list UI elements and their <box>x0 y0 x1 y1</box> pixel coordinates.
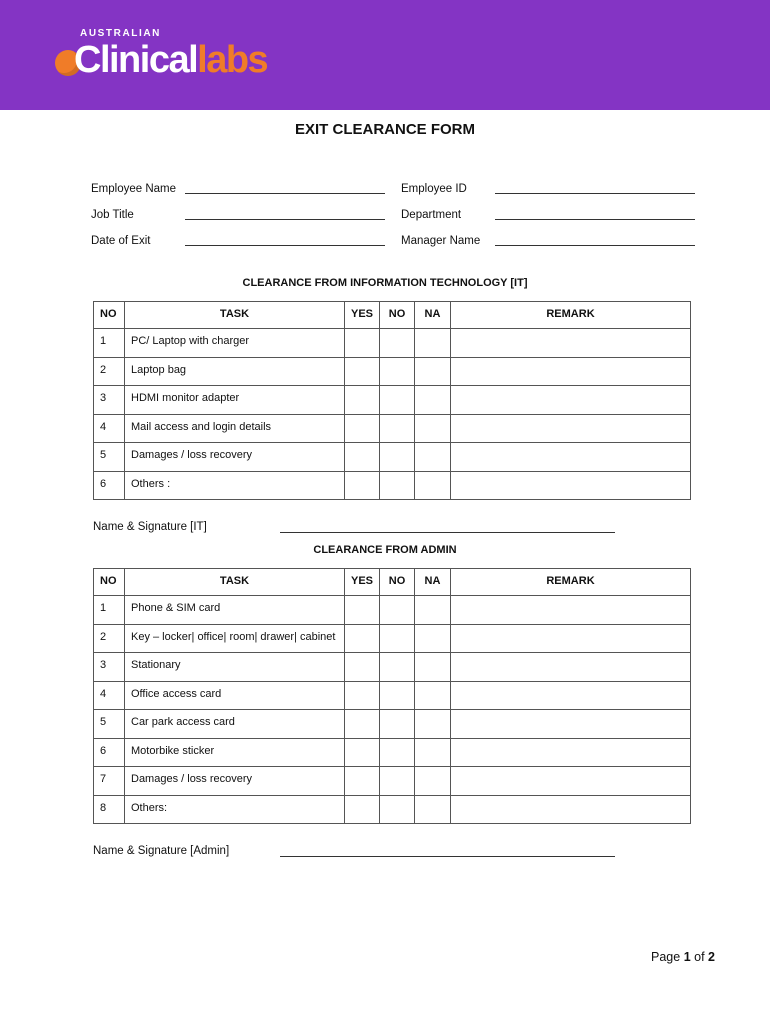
row-task: Stationary <box>125 653 345 682</box>
na-checkbox-cell[interactable] <box>415 471 451 500</box>
table-row <box>94 471 691 500</box>
row-task: Motorbike sticker <box>125 738 345 767</box>
yes-checkbox-cell[interactable] <box>345 414 380 443</box>
table-row <box>94 653 691 682</box>
remark-cell[interactable] <box>451 795 691 824</box>
table-header-row <box>94 302 691 329</box>
remark-cell[interactable] <box>451 681 691 710</box>
table-row <box>94 710 691 739</box>
header-task: TASK <box>125 302 345 329</box>
table-row <box>94 357 691 386</box>
remark-cell[interactable] <box>451 386 691 415</box>
table-row <box>94 329 691 358</box>
header-task: TASK <box>125 569 345 596</box>
header-na: NA <box>415 569 451 596</box>
row-task: Others: <box>125 795 345 824</box>
yes-checkbox-cell[interactable] <box>345 710 380 739</box>
table-row <box>94 795 691 824</box>
no-checkbox-cell[interactable] <box>380 653 415 682</box>
no-checkbox-cell[interactable] <box>380 471 415 500</box>
remark-cell[interactable] <box>451 357 691 386</box>
logo-word-labs: labs <box>197 39 268 81</box>
na-checkbox-cell[interactable] <box>415 329 451 358</box>
header-no: NO <box>94 302 125 329</box>
table-row <box>94 386 691 415</box>
row-number: 4 <box>94 414 125 443</box>
no-checkbox-cell[interactable] <box>380 414 415 443</box>
yes-checkbox-cell[interactable] <box>345 767 380 796</box>
na-checkbox-cell[interactable] <box>415 596 451 625</box>
table-row <box>94 414 691 443</box>
header-no: NO <box>94 569 125 596</box>
row-number: 7 <box>94 767 125 796</box>
na-checkbox-cell[interactable] <box>415 653 451 682</box>
row-number: 4 <box>94 681 125 710</box>
row-number: 3 <box>94 386 125 415</box>
row-task: Mail access and login details <box>125 414 345 443</box>
header-remark: REMARK <box>451 302 691 329</box>
form-title: EXIT CLEARANCE FORM <box>295 121 475 138</box>
yes-checkbox-cell[interactable] <box>345 329 380 358</box>
row-number: 1 <box>94 329 125 358</box>
row-task: HDMI monitor adapter <box>125 386 345 415</box>
row-number: 8 <box>94 795 125 824</box>
row-number: 6 <box>94 471 125 500</box>
department-label: Department <box>401 209 462 221</box>
header-remark: REMARK <box>451 569 691 596</box>
no-checkbox-cell[interactable] <box>380 767 415 796</box>
row-task: Phone & SIM card <box>125 596 345 625</box>
na-checkbox-cell[interactable] <box>415 681 451 710</box>
page-prefix: Page <box>651 950 681 964</box>
table-row <box>94 443 691 472</box>
row-number: 2 <box>94 624 125 653</box>
na-checkbox-cell[interactable] <box>415 795 451 824</box>
yes-checkbox-cell[interactable] <box>345 653 380 682</box>
logo-wordmark <box>74 38 267 82</box>
logo-small-text: AUSTRALIAN <box>80 28 161 39</box>
yes-checkbox-cell[interactable] <box>345 624 380 653</box>
header-yes: YES <box>345 569 380 596</box>
header-no-check: NO <box>380 302 415 329</box>
na-checkbox-cell[interactable] <box>415 414 451 443</box>
remark-cell[interactable] <box>451 624 691 653</box>
manager-name-label: Manager Name <box>401 235 481 247</box>
no-checkbox-cell[interactable] <box>380 795 415 824</box>
clinicallabs-logo <box>52 28 292 88</box>
yes-checkbox-cell[interactable] <box>345 386 380 415</box>
row-number: 6 <box>94 738 125 767</box>
na-checkbox-cell[interactable] <box>415 710 451 739</box>
table-row <box>94 681 691 710</box>
row-task: Laptop bag <box>125 357 345 386</box>
row-number: 2 <box>94 357 125 386</box>
remark-cell[interactable] <box>451 710 691 739</box>
no-checkbox-cell[interactable] <box>380 443 415 472</box>
employee-name-label: Employee Name <box>91 183 177 195</box>
header-no-check: NO <box>380 569 415 596</box>
date-of-exit-label: Date of Exit <box>91 235 151 247</box>
row-number: 3 <box>94 653 125 682</box>
date-of-exit-field[interactable] <box>185 245 385 246</box>
yes-checkbox-cell[interactable] <box>345 596 380 625</box>
page-number <box>651 950 715 964</box>
row-task: Office access card <box>125 681 345 710</box>
job-title-field[interactable] <box>185 219 385 220</box>
header-yes: YES <box>345 302 380 329</box>
row-task: Damages / loss recovery <box>125 443 345 472</box>
admin-section-title: CLEARANCE FROM ADMIN <box>313 544 457 556</box>
na-checkbox-cell[interactable] <box>415 624 451 653</box>
remark-cell[interactable] <box>451 738 691 767</box>
row-task: Car park access card <box>125 710 345 739</box>
na-checkbox-cell[interactable] <box>415 443 451 472</box>
it-clearance-table <box>93 301 691 500</box>
header-na: NA <box>415 302 451 329</box>
row-number: 5 <box>94 443 125 472</box>
employee-id-field[interactable] <box>495 193 695 194</box>
yes-checkbox-cell[interactable] <box>345 443 380 472</box>
table-row <box>94 624 691 653</box>
no-checkbox-cell[interactable] <box>380 357 415 386</box>
remark-cell[interactable] <box>451 414 691 443</box>
yes-checkbox-cell[interactable] <box>345 738 380 767</box>
row-number: 5 <box>94 710 125 739</box>
yes-checkbox-cell[interactable] <box>345 681 380 710</box>
remark-cell[interactable] <box>451 443 691 472</box>
row-task: Others : <box>125 471 345 500</box>
page-total: 2 <box>708 950 715 964</box>
department-field[interactable] <box>495 219 695 220</box>
yes-checkbox-cell[interactable] <box>345 357 380 386</box>
table-row <box>94 767 691 796</box>
remark-cell[interactable] <box>451 653 691 682</box>
it-signature-label: Name & Signature [IT] <box>93 521 207 533</box>
remark-cell[interactable] <box>451 471 691 500</box>
table-row <box>94 596 691 625</box>
no-checkbox-cell[interactable] <box>380 624 415 653</box>
admin-clearance-table <box>93 568 691 824</box>
manager-name-field[interactable] <box>495 245 695 246</box>
row-task: Key – locker| office| room| drawer| cabinet <box>125 624 345 653</box>
no-checkbox-cell[interactable] <box>380 738 415 767</box>
remark-cell[interactable] <box>451 329 691 358</box>
job-title-label: Job Title <box>91 209 134 221</box>
employee-id-label: Employee ID <box>401 183 467 195</box>
table-row <box>94 738 691 767</box>
na-checkbox-cell[interactable] <box>415 386 451 415</box>
na-checkbox-cell[interactable] <box>415 738 451 767</box>
no-checkbox-cell[interactable] <box>380 329 415 358</box>
page-of: of <box>694 950 705 964</box>
na-checkbox-cell[interactable] <box>415 357 451 386</box>
na-checkbox-cell[interactable] <box>415 767 451 796</box>
table-header-row <box>94 569 691 596</box>
it-signature-field[interactable] <box>280 532 615 533</box>
admin-signature-field[interactable] <box>280 856 615 857</box>
remark-cell[interactable] <box>451 767 691 796</box>
logo-word-clinical: Clinical <box>74 39 198 81</box>
row-task: Damages / loss recovery <box>125 767 345 796</box>
admin-signature-label: Name & Signature [Admin] <box>93 845 230 857</box>
it-section-title: CLEARANCE FROM INFORMATION TECHNOLOGY [IT] <box>242 277 528 289</box>
employee-name-field[interactable] <box>185 193 385 194</box>
no-checkbox-cell[interactable] <box>380 710 415 739</box>
page-current: 1 <box>683 950 691 964</box>
yes-checkbox-cell[interactable] <box>345 795 380 824</box>
yes-checkbox-cell[interactable] <box>345 471 380 500</box>
no-checkbox-cell[interactable] <box>380 681 415 710</box>
remark-cell[interactable] <box>451 596 691 625</box>
no-checkbox-cell[interactable] <box>380 386 415 415</box>
no-checkbox-cell[interactable] <box>380 596 415 625</box>
brand-header <box>0 0 770 110</box>
row-number: 1 <box>94 596 125 625</box>
row-task: PC/ Laptop with charger <box>125 329 345 358</box>
